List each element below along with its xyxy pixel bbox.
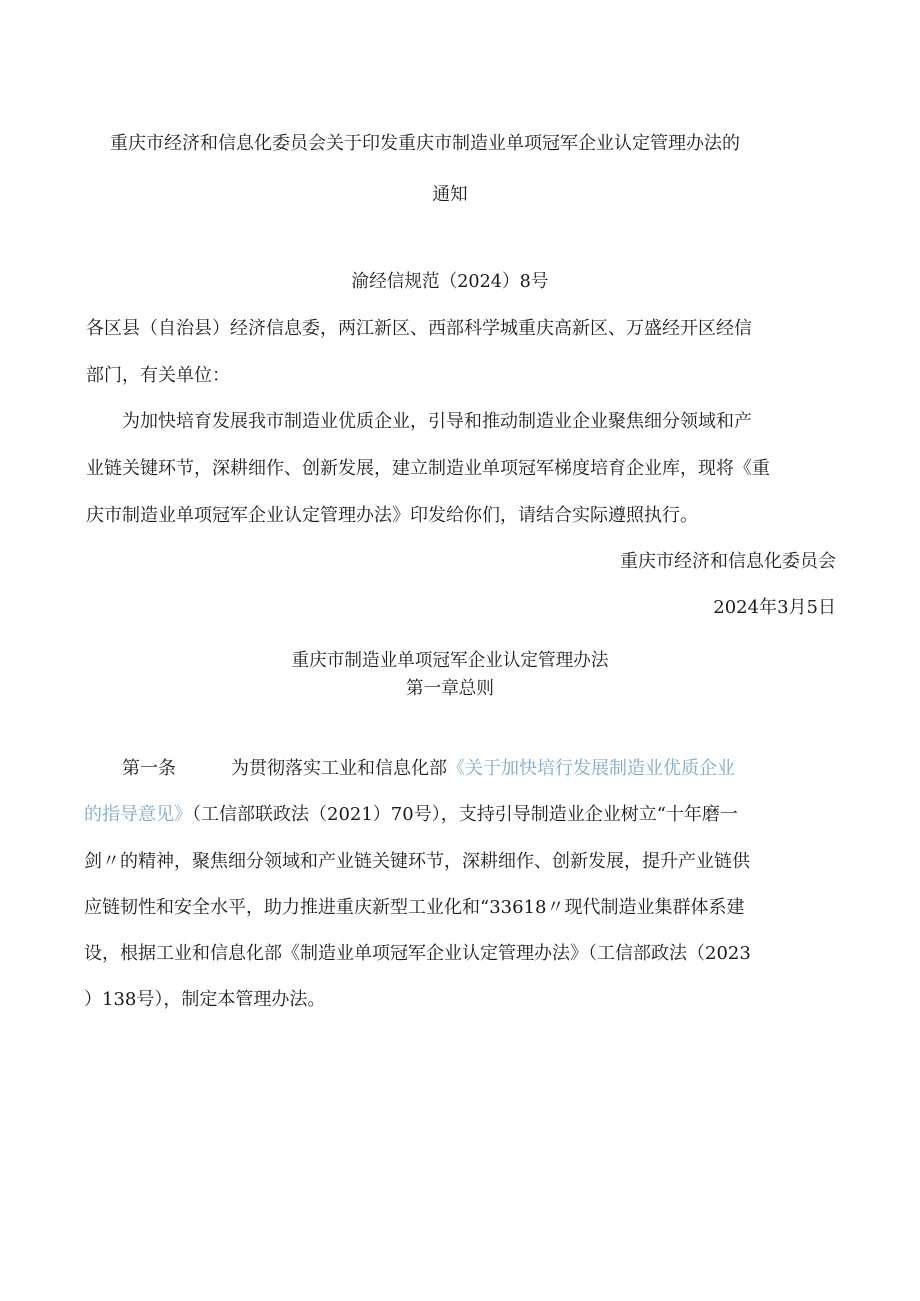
article-1-lead: 为贯彻落实工业和信息化部 bbox=[231, 758, 447, 779]
article-1-line-6: ）138号），制定本管理办法。 bbox=[84, 989, 326, 1010]
addressee-line-1: 各区县（自治县）经济信息委，两江新区、西部科学城重庆高新区、万盛经开区经信 bbox=[86, 318, 752, 339]
signature: 重庆市经济和信息化委员会 bbox=[620, 551, 836, 572]
issue-date: 2024年3月5日 bbox=[713, 597, 836, 618]
article-1-line-2-text: （工信部联政法（2021）70号），支持引导制造业企业树立“十年磨一 bbox=[192, 804, 738, 825]
notice-title-line-2: 通知 bbox=[432, 184, 468, 205]
document-number: 渝经信规范（2024）8号 bbox=[351, 271, 549, 292]
addressee-line-2: 部门，有关单位： bbox=[86, 365, 230, 386]
article-1-line-4: 应链韧性和安全水平，助力推进重庆新型工业化和“33618〃现代制造业集群体系建 bbox=[84, 897, 745, 918]
chapter-heading: 第一章总则 bbox=[405, 678, 495, 699]
article-1-line-1 bbox=[231, 760, 735, 778]
notice-body-line-2: 业链关键环节，深耕细作、创新发展，建立制造业单项冠军梯度培育企业库，现将《重 bbox=[86, 458, 770, 479]
article-label: 第一条 bbox=[122, 758, 176, 779]
notice-body-line-3: 庆市制造业单项冠军企业认定管理办法》印发给你们，请结合实际遵照执行。 bbox=[86, 505, 698, 526]
article-1-line-3: 剑〃的精神，聚焦细分领域和产业链关键环节，深耕细作、创新发展，提升产业链供 bbox=[84, 851, 750, 872]
article-1-line-5: 设，根据工业和信息化部《制造业单项冠军企业认定管理办法》（工信部政法（2023 bbox=[84, 943, 751, 964]
guidance-link[interactable]: 《关于加快培行发展制造业优质企业 bbox=[447, 758, 735, 779]
guidance-link-continued[interactable]: 的指导意见》 bbox=[84, 804, 192, 825]
notice-body-line-1: 为加快培育发展我市制造业优质企业，引导和推动制造业企业聚焦细分领域和产 bbox=[122, 411, 752, 432]
notice-title-line-1: 重庆市经济和信息化委员会关于印发重庆市制造业单项冠军企业认定管理办法的 bbox=[110, 133, 740, 154]
article-1-line-2 bbox=[84, 806, 738, 824]
measures-title: 重庆市制造业单项冠军企业认定管理办法 bbox=[291, 650, 609, 671]
